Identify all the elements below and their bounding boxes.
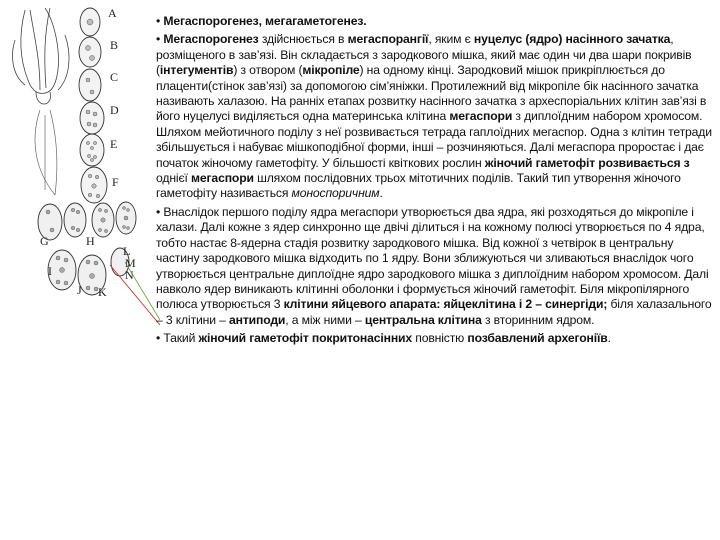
flower-sketch	[12, 8, 69, 104]
stem-sketch	[35, 110, 57, 195]
text-run: •	[156, 32, 164, 47]
text-run: клітини яйцевого апарата: яйцеклітина і 2 – синергіди;	[283, 297, 608, 312]
figure-drawing	[0, 0, 160, 330]
text-run: з диплоїдним набором хромосом. Шляхом мейотичного поділу з неї розвивається тетрада гаплоїдних мегаспор. Одна з клітин тетради збільшується і набуває мішкоподібної форми, інші – розчиняються. Далі мегаспора проростає і дає початок жіночому гаметофіту. У більшості квіткових рослин	[156, 109, 712, 170]
paragraph-megagametogenesis	[156, 205, 712, 328]
text-run: ) на одному кінці. Зародковий мішок прикріплюється до плаценти(стінок зав’язі) за допомогою сім’яніжки. Протилежний від мікропіле бік насінного зачатка називають халазою. На ранніх етапах розвитку насінного зачатка з археспоріальних клітин зав’язі в його нуцелусі виділяється одна материнська клітина	[156, 63, 707, 124]
text-run: шляхом послідовних трьох мітотичних поділів. Такий тип утворення жіночого гаметофіту називається	[156, 171, 681, 201]
paragraph-title	[156, 14, 712, 29]
text-run: .	[379, 186, 383, 201]
figure-label-h: H	[86, 234, 95, 248]
text-run: мегаспори	[449, 109, 513, 124]
paragraph-megasporogenesis	[156, 32, 712, 201]
figure-label-i: I	[48, 264, 52, 278]
text-run: жіночий гаметофіт покритонасінних	[198, 331, 413, 346]
text-run: •	[156, 14, 164, 28]
text-run: • Такий	[156, 331, 199, 346]
text-run: біля халазального – 3 клітини –	[156, 297, 712, 327]
text-run: ) з отвором (	[233, 63, 303, 78]
figure-label-k: K	[98, 285, 107, 299]
text-run: позбавлений архегоніїв	[467, 331, 608, 346]
ovule-series	[79, 8, 107, 203]
text-run: повністю	[412, 331, 468, 346]
text-run: жіночий гаметофіт розвивається з	[484, 155, 690, 170]
figure-label-n: N	[125, 268, 134, 282]
figure-label-d: D	[110, 103, 119, 117]
text-run: .	[607, 331, 611, 346]
figure-label-a: A	[108, 6, 117, 20]
figure-label-j: J	[77, 283, 82, 297]
text-run: , а між ними –	[285, 312, 365, 327]
text-run: мегаспори	[191, 171, 254, 186]
text-run: мікропіле	[302, 63, 360, 78]
lecture-text	[156, 14, 712, 350]
text-run: з вторинним ядром.	[481, 312, 595, 327]
text-run: нуцелус (ядро) насінного зачатка	[473, 32, 671, 47]
text-run: інтегументів	[159, 63, 234, 78]
figure-label-l: L	[123, 244, 131, 258]
text-run: Мегаспорогенез, мегагаметогенез.	[163, 14, 367, 28]
text-run: однієї	[156, 171, 192, 186]
figure-label-f: F	[112, 175, 119, 189]
text-run: здійснюється в	[258, 32, 348, 47]
figure-label-m: M	[125, 256, 136, 270]
paragraph-conclusion	[156, 331, 712, 346]
text-run: мегаспорангії	[347, 32, 429, 47]
figure-label-g: G	[40, 234, 49, 248]
text-run: • Внаслідок першого поділу ядра мегаспори утворюється два ядра, які розходяться до мікропіле і халази. Далі кожне з ядер синхронно ще двічі ділиться і на кожному полюсі утворюється по 4 ядра, тобто настає 8-ядерна стадія розвитку зародкового мішка. Від кожної з четвірок в центральну частину зародкового мішка відходить по 1 ядру. Вони зближуються чи зливаються внаслідок чого утворюється центральне диплоїдне ядро зародкового мішка з диплоїдним набором хромосом. Далі навколо ядер виникають клітинні оболонки і формується жіночий гаметофіт. Біля мікропілярного полюса утворюється 3	[156, 204, 709, 312]
text-run: антиподи	[229, 312, 286, 327]
text-run: Мегаспорогенез	[163, 32, 259, 47]
figure-label-b: B	[110, 38, 119, 52]
text-run: , яким є	[428, 32, 474, 47]
ovule-development-figure	[0, 0, 160, 330]
figure-label-e: E	[110, 137, 118, 151]
text-run: центральна клітина	[364, 312, 482, 327]
text-run: , розміщеного в зав’язі. Він складається з зародкового мішка, який має один чи два шари покривів (	[156, 32, 692, 78]
figure-label-c: C	[110, 70, 119, 84]
text-run: моноспоричним	[291, 186, 380, 201]
